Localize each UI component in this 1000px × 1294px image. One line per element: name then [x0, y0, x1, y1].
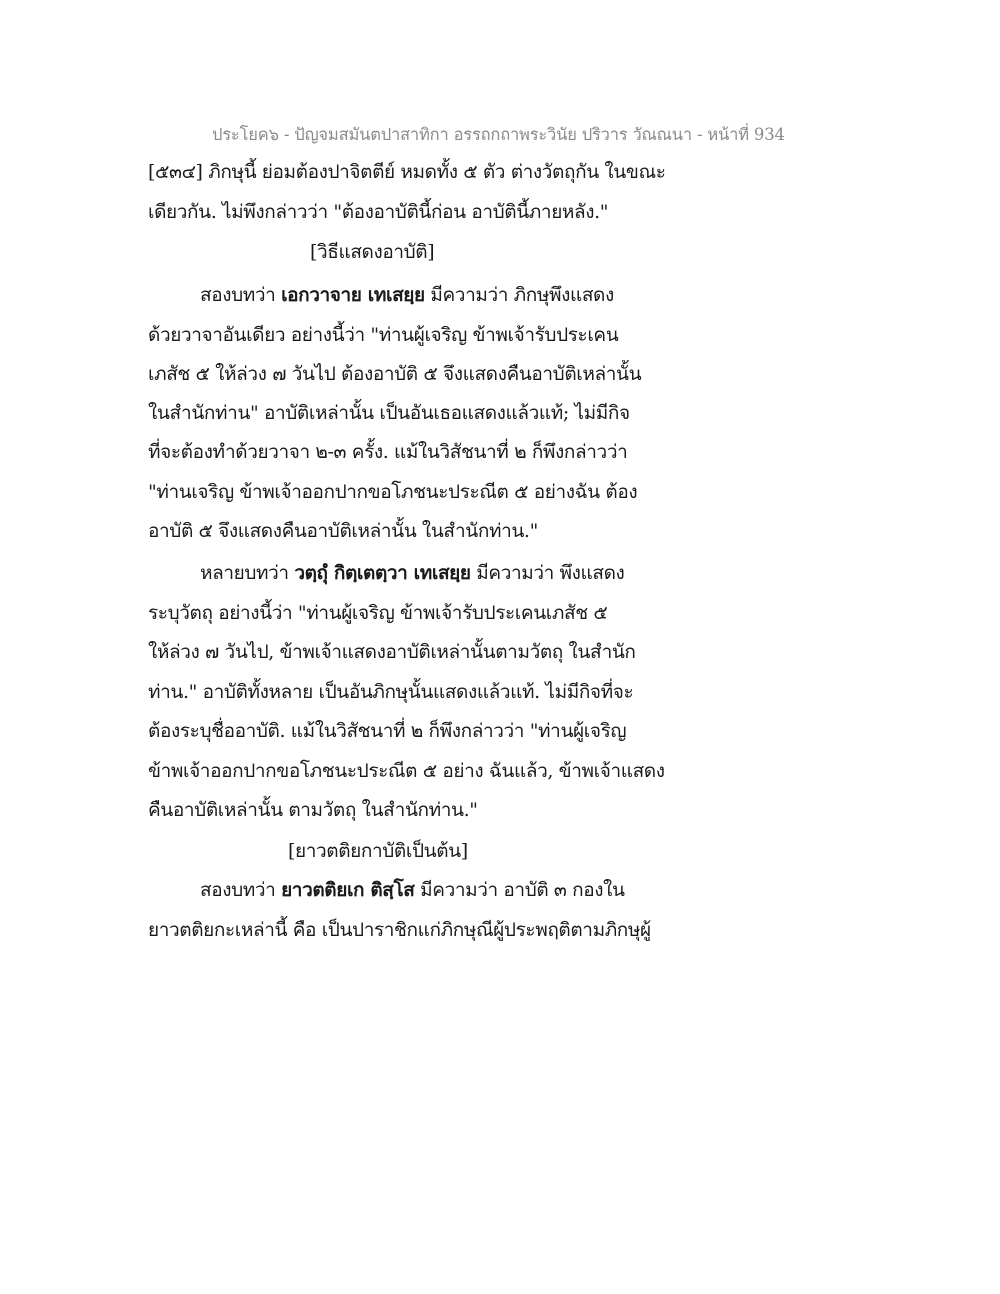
pali-term: เอกวาจาย เทเสยฺย: [281, 284, 425, 306]
text-line: ด้วยวาจาอันเดียว อย่างนี้ว่า "ท่านผู้เจริญ ข้าพเจ้ารับประเคน: [148, 324, 619, 346]
text-line: เภสัช ๕ ให้ล่วง ๗ วันไป ต้องอาบัติ ๕ จึงแสดงคืนอาบัติเหล่านั้น: [148, 363, 642, 385]
text-span: มีความว่า อาบัติ ๓ กองใน: [414, 879, 625, 901]
text-line: [๕๓๔] ภิกษุนี้ ย่อมต้องปาจิตตีย์ หมดทั้ง ๕ ตัว ต่างวัตถุกัน ในขณะ: [148, 161, 666, 183]
text-line: ท่าน." อาบัติทั้งหลาย เป็นอันภิกษุนั้นแสดงแล้วแท้. ไม่มีกิจที่จะ: [148, 681, 634, 703]
pali-term: วตฺถุํ กิตฺเตตฺวา เทเสยฺย: [294, 562, 471, 584]
text-line: ยาวตติยกะเหล่านี้ คือ เป็นปาราชิกแก่ภิกษุณีผู้ประพฤติตามภิกษุผู้: [148, 919, 651, 941]
text-line: อาบัติ ๕ จึงแสดงคืนอาบัติเหล่านั้น ในสำนักท่าน.": [148, 520, 538, 542]
text-line: ในสำนักท่าน" อาบัติเหล่านั้น เป็นอันเธอแสดงแล้วแท้; ไม่มีกิจ: [148, 402, 630, 424]
text-line: ระบุวัตถุ อย่างนี้ว่า "ท่านผู้เจริญ ข้าพเจ้ารับประเคนเภสัช ๕: [148, 602, 608, 624]
text-line: ให้ล่วง ๗ วันไป, ข้าพเจ้าแสดงอาบัติเหล่านั้นตามวัตถุ ในสำนัก: [148, 641, 636, 663]
text-line: คืนอาบัติเหล่านั้น ตามวัตถุ ในสำนักท่าน.": [148, 799, 478, 821]
section-heading: [ยาวตติยกาบัติเป็นต้น]: [288, 840, 468, 862]
page-header: ประโยค๖ - ปัญจมสมันตปาสาทิกา อรรถกถาพระวินัย ปริวาร วัณณนา - หน้าที่ 934: [212, 125, 785, 144]
text-line: [200, 878, 625, 902]
pali-term: ยาวตติยเก ติสฺโส: [281, 879, 415, 901]
text-span: สองบทว่า: [200, 879, 282, 901]
text-span: สองบทว่า: [200, 284, 282, 306]
text-span: มีความว่า พึงแสดง: [470, 562, 625, 584]
text-line: [200, 561, 624, 585]
text-line: [200, 283, 614, 307]
text-line: ข้าพเจ้าออกปากขอโภชนะประณีต ๕ อย่าง ฉันแล้ว, ข้าพเจ้าแสดง: [148, 760, 665, 782]
section-heading: [วิธีแสดงอาบัติ]: [310, 241, 435, 263]
text-line: "ท่านเจริญ ข้าพเจ้าออกปากขอโภชนะประณีต ๕ อย่างฉัน ต้อง: [148, 481, 638, 503]
text-line: ที่จะต้องทำด้วยวาจา ๒-๓ ครั้ง. แม้ในวิสัชนาที่ ๒ ก็พึงกล่าวว่า: [148, 441, 628, 463]
text-line: ต้องระบุชื่ออาบัติ. แม้ในวิสัชนาที่ ๒ ก็พึงกล่าวว่า "ท่านผู้เจริญ: [148, 720, 627, 742]
text-span: หลายบทว่า: [200, 562, 295, 584]
text-line: เดียวกัน. ไม่พึงกล่าวว่า "ต้องอาบัตินี้ก่อน อาบัตินี้ภายหลัง.": [148, 201, 609, 223]
text-span: มีความว่า ภิกษุพึงแสดง: [424, 284, 614, 306]
